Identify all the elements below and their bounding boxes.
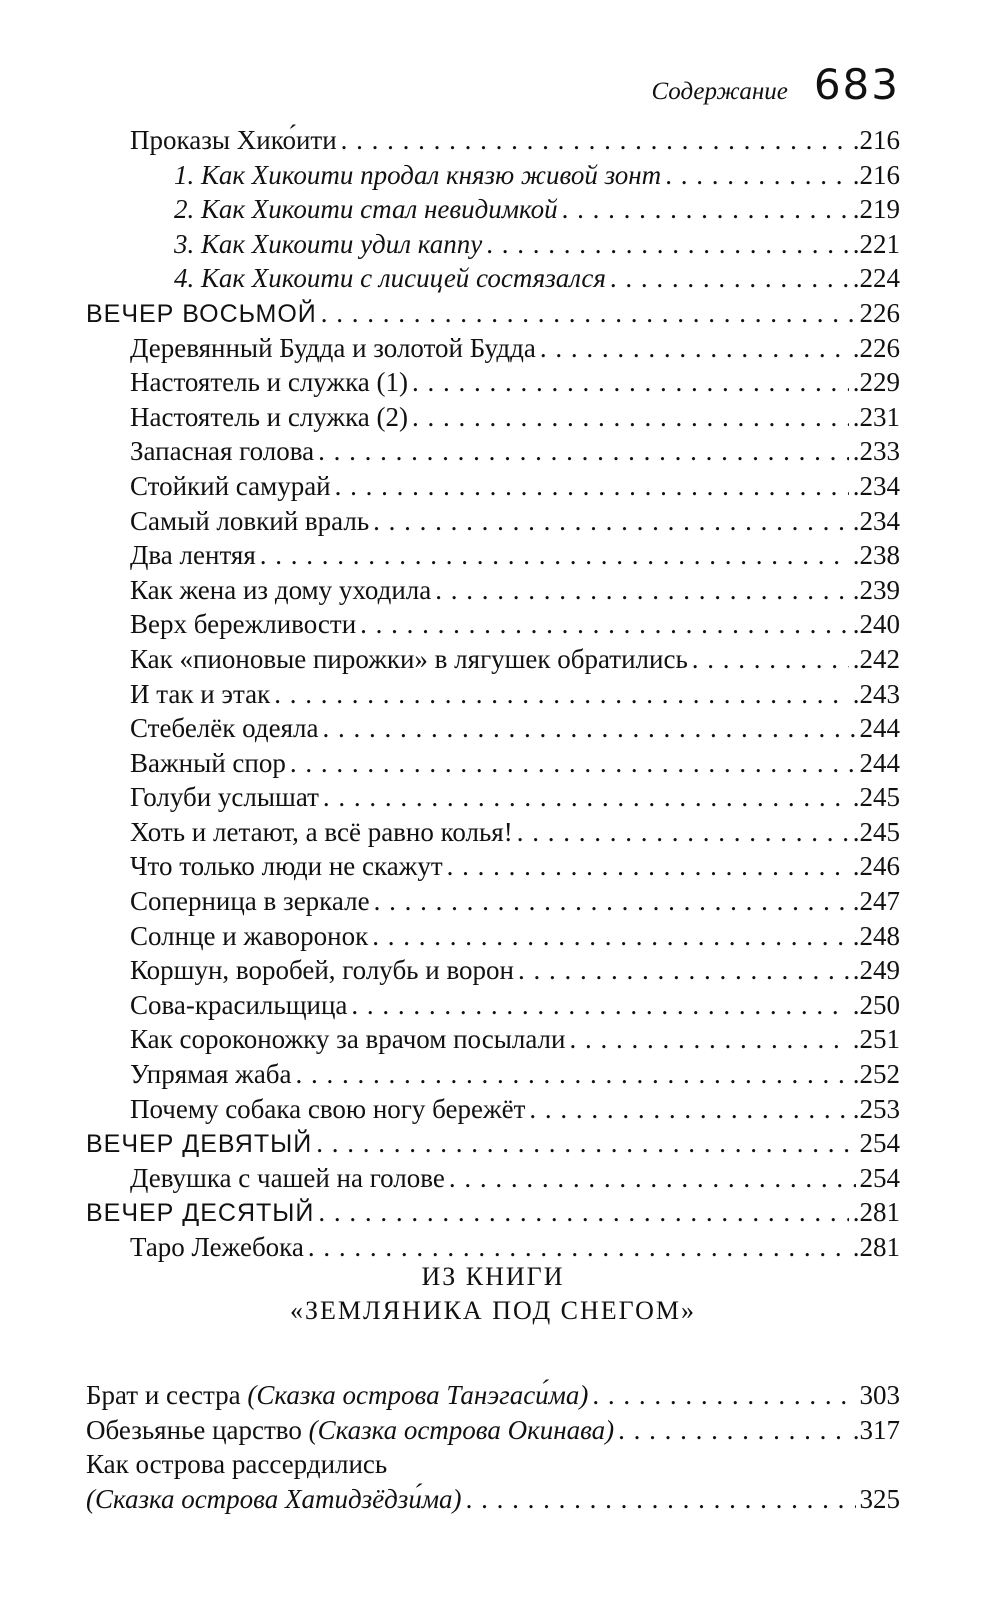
section-entry-row	[86, 1378, 900, 1413]
toc-row	[86, 192, 900, 227]
toc-page-number: .229	[852, 367, 900, 398]
toc-row	[86, 331, 900, 366]
toc-section-row	[86, 1126, 900, 1161]
section-entry-page: .317	[852, 1414, 900, 1445]
running-title: Содержание	[651, 78, 788, 105]
toc-page-number: 226	[859, 297, 900, 328]
toc-title: Как жена из дому уходила	[130, 574, 432, 605]
toc-title: Девушка с чашей на голове	[130, 1162, 445, 1193]
entry-subtitle-text: (Сказка острова Окинава)	[308, 1414, 615, 1445]
section-entry-page: 325	[859, 1483, 900, 1514]
toc-leader-dots	[517, 815, 849, 850]
toc-row	[86, 261, 900, 296]
toc-page-number: .219	[852, 194, 900, 225]
toc-title: ВЕЧЕР ВОСЬМОЙ	[86, 299, 317, 328]
section-entry-title	[86, 1482, 462, 1517]
toc-title: Два лентяя	[130, 540, 256, 571]
toc-row	[86, 365, 900, 400]
toc-leader-dots	[372, 919, 849, 954]
toc-title: Как сороконожку за врачом посылали	[130, 1024, 566, 1055]
toc-row	[86, 677, 900, 712]
toc-row	[86, 573, 900, 608]
toc-leader-dots	[610, 261, 849, 296]
toc-leader-dots	[540, 331, 849, 366]
toc-title: Хоть и летают, а всё равно колья!	[130, 816, 513, 847]
toc-row	[86, 884, 900, 919]
toc-leader-dots	[341, 123, 849, 158]
toc-title: Что только люди не скажут	[130, 851, 443, 882]
toc-page-number: .234	[852, 505, 900, 536]
section-entry-title	[86, 1447, 387, 1482]
toc-page-number: .245	[852, 782, 900, 813]
toc-leader-dots	[335, 469, 849, 504]
toc-row	[86, 919, 900, 954]
toc-row	[86, 538, 900, 573]
toc-title: Важный спор	[130, 747, 286, 778]
section-entry-row	[86, 1482, 900, 1517]
toc-title: Самый ловкий враль	[130, 505, 370, 536]
toc-leader-dots	[274, 677, 849, 712]
toc-page-number: .238	[852, 540, 900, 571]
toc-title: Настоятель и служка (1)	[130, 367, 409, 398]
toc-page-number: .242	[852, 643, 900, 674]
toc-leader-dots	[360, 607, 849, 642]
toc-title: Стойкий самурай	[130, 470, 331, 501]
toc-leader-dots	[308, 1230, 849, 1265]
toc-page-number: .239	[852, 574, 900, 605]
toc-page-number: .221	[852, 228, 900, 259]
toc-row	[86, 780, 900, 815]
toc-row	[86, 158, 900, 193]
section-entry-title	[86, 1413, 614, 1448]
toc-page-number: .247	[852, 886, 900, 917]
toc-page-number: .251	[852, 1024, 900, 1055]
toc-row	[86, 746, 900, 781]
toc-row	[86, 504, 900, 539]
toc-title: Деревянный Будда и золотой Будда	[130, 332, 536, 363]
toc-title: 3. Как Хикоити удил каппу	[174, 228, 483, 259]
toc-page-number: .246	[852, 851, 900, 882]
toc-leader-dots	[692, 642, 849, 677]
toc-page-number: 244	[859, 747, 900, 778]
toc-page-number: .253	[852, 1093, 900, 1124]
toc-row	[86, 711, 900, 746]
toc-page-number: .252	[852, 1059, 900, 1090]
toc-leader-dots	[321, 296, 856, 331]
toc-title: 1. Как Хикоити продал князю живой зонт	[174, 159, 662, 190]
toc-row	[86, 1230, 900, 1265]
page-number: 683	[813, 60, 900, 109]
toc-row	[86, 1057, 900, 1092]
toc-leader-dots	[412, 400, 849, 435]
toc-leader-dots	[373, 504, 849, 539]
entry-title-text: Брат и сестра	[86, 1380, 248, 1410]
toc-title: Верх бережливости	[130, 609, 357, 640]
toc-title: Солнце и жаворонок	[130, 920, 369, 951]
toc-page-number: .234	[852, 470, 900, 501]
toc-page-number: .281	[852, 1232, 900, 1262]
toc-row	[86, 607, 900, 642]
toc-row	[86, 123, 900, 158]
toc-row	[86, 434, 900, 469]
toc-page-number: .226	[852, 332, 900, 363]
toc-leader-dots	[449, 1161, 856, 1196]
toc-title: Как «пионовые пирожки» в лягушек обратились	[130, 643, 688, 674]
section-entry-page: 303	[859, 1380, 900, 1410]
toc-page-number: 254	[859, 1128, 900, 1159]
toc-leader-dots	[322, 711, 855, 746]
toc-page-number: 244	[859, 713, 900, 744]
toc-leader-dots	[518, 953, 849, 988]
toc-row	[86, 642, 900, 677]
toc-row	[86, 815, 900, 850]
toc-row	[86, 1092, 900, 1127]
toc-title: Почему собака свою ногу бережёт	[130, 1093, 526, 1124]
entry-title-text: Как острова рассердились	[86, 1449, 388, 1480]
toc-page-number: .249	[852, 955, 900, 986]
toc-leader-dots	[665, 158, 849, 193]
toc-title: Запасная голова	[130, 436, 315, 467]
toc-leader-dots	[592, 1378, 855, 1413]
toc-title: Таро Лежебока	[130, 1232, 304, 1262]
section-entry-row	[86, 1413, 900, 1448]
toc-row	[86, 953, 900, 988]
toc-leader-dots	[290, 746, 856, 781]
toc-page-number: 254	[859, 1162, 900, 1193]
toc-page-number: .240	[852, 609, 900, 640]
toc-page-number: .216	[852, 125, 900, 155]
toc-leader-dots	[562, 192, 849, 227]
toc-title: 2. Как Хикоити стал невидимкой	[174, 194, 558, 225]
toc-row	[86, 227, 900, 262]
toc-page-number: .216	[852, 159, 900, 190]
toc-leader-dots	[447, 849, 849, 884]
section-heading-line2: «ЗЕМЛЯНИКА ПОД СНЕГОМ»	[290, 1296, 696, 1325]
toc-title: Стебелёк одеяла	[130, 713, 319, 744]
toc-leader-dots	[569, 1022, 848, 1057]
toc-row	[86, 400, 900, 435]
toc-page-number: .281	[852, 1197, 900, 1228]
section-heading-line1: ИЗ КНИГИ	[421, 1262, 565, 1291]
toc-leader-dots	[316, 1126, 855, 1161]
toc-leader-dots	[296, 1057, 849, 1092]
toc-title: Соперница в зеркале	[130, 886, 370, 917]
section-entry-title	[86, 1378, 588, 1413]
toc-leader-dots	[351, 988, 848, 1023]
entry-title-text: Обезьянье царство	[86, 1414, 309, 1445]
toc-row	[86, 469, 900, 504]
toc-leader-dots	[260, 538, 849, 573]
toc-leader-dots	[618, 1413, 849, 1448]
toc-page-number: .243	[852, 678, 900, 709]
toc-title: Сова-красильщица	[130, 989, 348, 1020]
section-entry-row	[86, 1447, 900, 1482]
toc-title: И так и этак	[130, 678, 271, 709]
toc-title: ВЕЧЕР ДЕСЯТЫЙ	[86, 1199, 315, 1228]
toc-leader-dots	[374, 884, 849, 919]
toc-page-number: .248	[852, 920, 900, 951]
toc-page-number: .245	[852, 816, 900, 847]
toc-title: Коршун, воробей, голубь и ворон	[130, 955, 514, 986]
toc-leader-dots	[486, 227, 849, 262]
toc-leader-dots	[529, 1092, 848, 1127]
toc-title: ВЕЧЕР ДЕВЯТЫЙ	[86, 1130, 313, 1159]
toc-page-number: .231	[852, 401, 900, 432]
entry-subtitle-text: (Сказка острова Хатидзёдзи́ма)	[86, 1483, 462, 1514]
toc-row	[86, 1022, 900, 1057]
running-header	[651, 60, 900, 109]
toc-section-row	[86, 1195, 900, 1230]
toc-page-number: .233	[852, 436, 900, 467]
entry-subtitle-text: (Сказка острова Танэгаси́ма)	[247, 1380, 589, 1410]
toc-leader-dots	[435, 573, 849, 608]
toc-title: Упрямая жаба	[130, 1059, 292, 1090]
toc-title: Голуби услышат	[130, 782, 319, 813]
toc-title: 4. Как Хикоити с лисицей состязался	[174, 263, 606, 294]
toc-page-number: .224	[852, 263, 900, 294]
toc-title: Проказы Хико́ити	[130, 125, 337, 155]
section-contents	[86, 1378, 900, 1516]
toc-leader-dots	[323, 780, 849, 815]
toc-leader-dots	[466, 1482, 856, 1517]
toc-page-number: .250	[852, 989, 900, 1020]
toc-leader-dots	[318, 434, 849, 469]
toc-row	[86, 849, 900, 884]
toc-row	[86, 988, 900, 1023]
toc-leader-dots	[318, 1195, 848, 1230]
toc-leader-dots	[412, 365, 849, 400]
toc-row	[86, 1161, 900, 1196]
toc-section-row	[86, 296, 900, 331]
toc-title: Настоятель и служка (2)	[130, 401, 409, 432]
table-of-contents	[86, 123, 900, 1265]
